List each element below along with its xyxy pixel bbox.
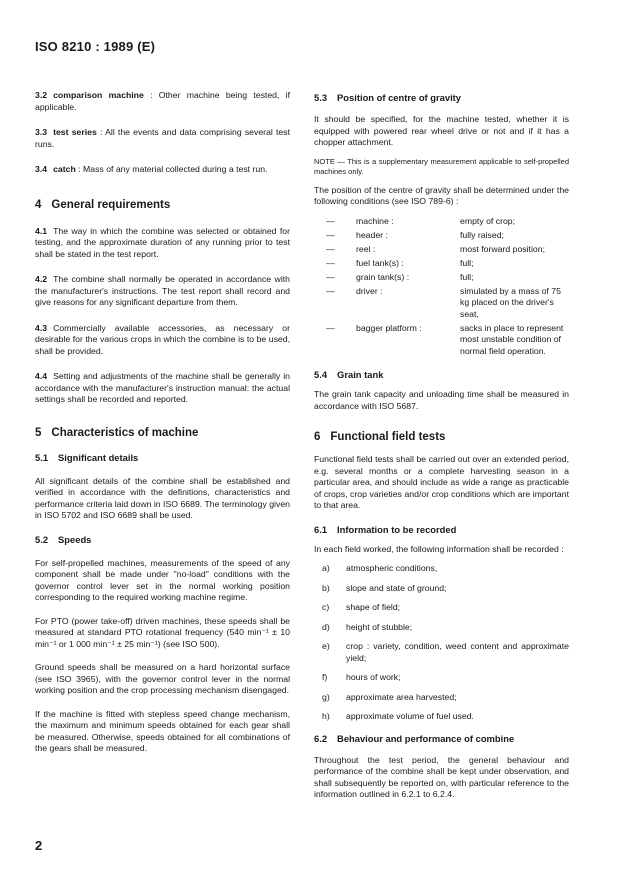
condition-dash: — bbox=[326, 257, 335, 268]
paragraph-5-2-b: For PTO (power take-off) driven machines, these speeds shall be measured at standard PTO rotational frequency (540 min⁻¹ ± 10 min⁻¹ or 1 000 min⁻¹ ± 25 min⁻¹) (see ISO 500). bbox=[35, 615, 290, 649]
list-item-text: atmospheric conditions, bbox=[346, 563, 438, 573]
section-5-4-heading: 5.4 Grain tank bbox=[314, 369, 384, 380]
clause-4-3: 4.3 Commercially available accessories, as necessary or desirable for the various crops in which the combine is to be used, shall be provided. bbox=[35, 322, 290, 356]
condition-row bbox=[314, 216, 569, 228]
paragraph-5-4: The grain tank capacity and unloading time shall be measured in accordance with ISO 5687. bbox=[314, 389, 569, 411]
section-5-1-heading: 5.1 Significant details bbox=[35, 451, 139, 463]
list-item-key: d) bbox=[322, 621, 330, 632]
list-item-key: f) bbox=[322, 672, 328, 682]
condition-label: reel : bbox=[356, 243, 376, 254]
condition-row bbox=[314, 241, 569, 255]
list-item bbox=[314, 622, 569, 634]
condition-value: empty of crop; bbox=[460, 215, 516, 226]
document-header: ISO 8210 : 1989 (E) bbox=[35, 39, 156, 54]
list-item bbox=[314, 602, 569, 614]
list-item bbox=[314, 692, 569, 704]
list-item-key: g) bbox=[322, 691, 330, 702]
section-4-heading: 4 General requirements bbox=[35, 198, 171, 211]
left-column bbox=[35, 90, 290, 755]
condition-label: driver : bbox=[356, 285, 383, 296]
condition-row bbox=[314, 227, 569, 241]
clause-3-4: 3.4 catch : Mass of any material collected during a test run. bbox=[35, 164, 268, 174]
list-item-text: shape of field; bbox=[346, 602, 401, 612]
list-item-text: hours of work; bbox=[346, 672, 401, 682]
section-5-2-heading: 5.2 Speeds bbox=[35, 533, 92, 545]
condition-value: fully raised; bbox=[460, 229, 504, 240]
list-item-text: crop : variety, condition, weed content and approximate yield; bbox=[346, 641, 569, 663]
paragraph-5-2-d: If the machine is fitted with stepless speed change mechanism, the maximum and minimum speeds obtained for each gear shall be measured. Otherwise, speeds obtained for all combinations of the gears shall be measured. bbox=[35, 708, 290, 753]
condition-label: bagger platform : bbox=[356, 322, 422, 333]
condition-dash: — bbox=[326, 215, 335, 226]
recorded-info-list bbox=[314, 563, 569, 723]
page-number: 2 bbox=[35, 838, 43, 853]
paragraph-6: Functional field tests shall be carried out over an extended period, e.g. several months or a complete harvesting season in a particular area, and should include as wide a range as practicable of crops, crop varieties and/or crop conditions which are important to that area. bbox=[314, 454, 569, 510]
condition-value: full; bbox=[460, 257, 474, 268]
condition-dash: — bbox=[326, 229, 335, 240]
clause-4-4: 4.4 Setting and adjustments of the machine shall be generally in accordance with the manufacturer's instruction manual: the actual settings shall be recorded and reported. bbox=[35, 371, 290, 404]
paragraph-5-1: All significant details of the combine shall be established and verified in accordance with the definitions, characteristics and performance criteria laid down in ISO 6689. The terminology given in ISO 5702 and ISO 6689 shall be used. bbox=[35, 475, 290, 520]
clause-4-2: 4.2 The combine shall normally be operated in accordance with the manufacturer's instructions. The test report shall record and give reasons for any significant departure from them. bbox=[35, 274, 290, 307]
condition-label: grain tank(s) : bbox=[356, 271, 410, 282]
list-item-text: slope and state of ground; bbox=[346, 582, 447, 593]
condition-value: most forward position; bbox=[460, 243, 545, 254]
paragraph-5-3-a: It should be specified, for the machine tested, whether it is equipped with powered rear wheel drive or not and if it has a chopper attachment. bbox=[314, 114, 569, 147]
list-item-text: approximate volume of fuel used. bbox=[346, 711, 474, 721]
paragraph-5-3-b: The position of the centre of gravity shall be determined under the following conditions (see ISO 789-6) : bbox=[314, 184, 569, 206]
clause-3-3: 3.3 test series : All the events and data comprising several test runs. bbox=[35, 127, 291, 149]
condition-row bbox=[314, 255, 569, 269]
condition-label: machine : bbox=[356, 215, 394, 226]
list-item bbox=[314, 583, 569, 595]
paragraph-6-1: In each field worked, the following information shall be recorded : bbox=[314, 543, 564, 554]
condition-label: header : bbox=[356, 229, 388, 240]
list-item bbox=[314, 563, 569, 575]
list-item bbox=[314, 672, 569, 684]
section-5-heading: 5 Characteristics of machine bbox=[35, 426, 199, 439]
clause-4-1: 4.1 The way in which the combine was selected or obtained for testing, and the approximate duration of any running prior to test shall be stated in the test report. bbox=[35, 225, 290, 259]
list-item-key: b) bbox=[322, 582, 330, 593]
section-5-3-heading: 5.3 Position of centre of gravity bbox=[314, 92, 462, 103]
condition-value: simulated by a mass of 75 kg placed on the driver's seat, bbox=[460, 285, 561, 319]
condition-dash: — bbox=[326, 285, 335, 296]
conditions-table bbox=[314, 216, 569, 358]
clause-3-2: 3.2 comparison machine : Other machine being tested, if applicable. bbox=[35, 90, 291, 112]
condition-label: fuel tank(s) : bbox=[356, 257, 404, 268]
list-item-key: a) bbox=[322, 563, 330, 573]
condition-row bbox=[314, 269, 569, 283]
condition-value: sacks in place to represent most unstable condition of normal field operation. bbox=[460, 322, 564, 356]
note-5-3: NOTE — This is a supplementary measurement applicable to self-propelled machines only. bbox=[314, 156, 569, 176]
section-6-1-heading: 6.1 Information to be recorded bbox=[314, 523, 457, 535]
list-item-text: approximate area harvested; bbox=[346, 691, 457, 702]
paragraph-6-2: Throughout the test period, the general behaviour and performance of the combine shall be kept under observation, and shall subsequently be reported on, with particular reference to the information outlined in 6.2.1 to 6.2.4. bbox=[314, 754, 569, 799]
list-item-key: e) bbox=[322, 641, 330, 651]
section-6-2-heading: 6.2 Behaviour and performance of combine bbox=[314, 732, 515, 744]
condition-row bbox=[314, 320, 569, 357]
condition-row bbox=[314, 283, 569, 320]
list-item bbox=[314, 711, 569, 723]
list-item-key: h) bbox=[322, 711, 330, 721]
list-item bbox=[314, 641, 569, 664]
condition-dash: — bbox=[326, 322, 335, 333]
list-item-text: height of stubble; bbox=[346, 621, 413, 632]
condition-dash: — bbox=[326, 243, 335, 254]
condition-dash: — bbox=[326, 271, 335, 282]
condition-value: full; bbox=[460, 271, 474, 282]
section-6-heading: 6 Functional field tests bbox=[314, 431, 446, 443]
paragraph-5-2-a: For self-propelled machines, measurements of the speed of any component shall be made under "no-load" conditions with the governor control lever set in the normal working position corresponding to the required working machine regime. bbox=[35, 557, 290, 602]
list-item-key: c) bbox=[322, 602, 330, 612]
right-column bbox=[314, 90, 569, 801]
paragraph-5-2-c: Ground speeds shall be measured on a hard horizontal surface (see ISO 3965), with the governor control lever in the normal working position and the crop processing mechanism disengaged. bbox=[35, 662, 290, 695]
